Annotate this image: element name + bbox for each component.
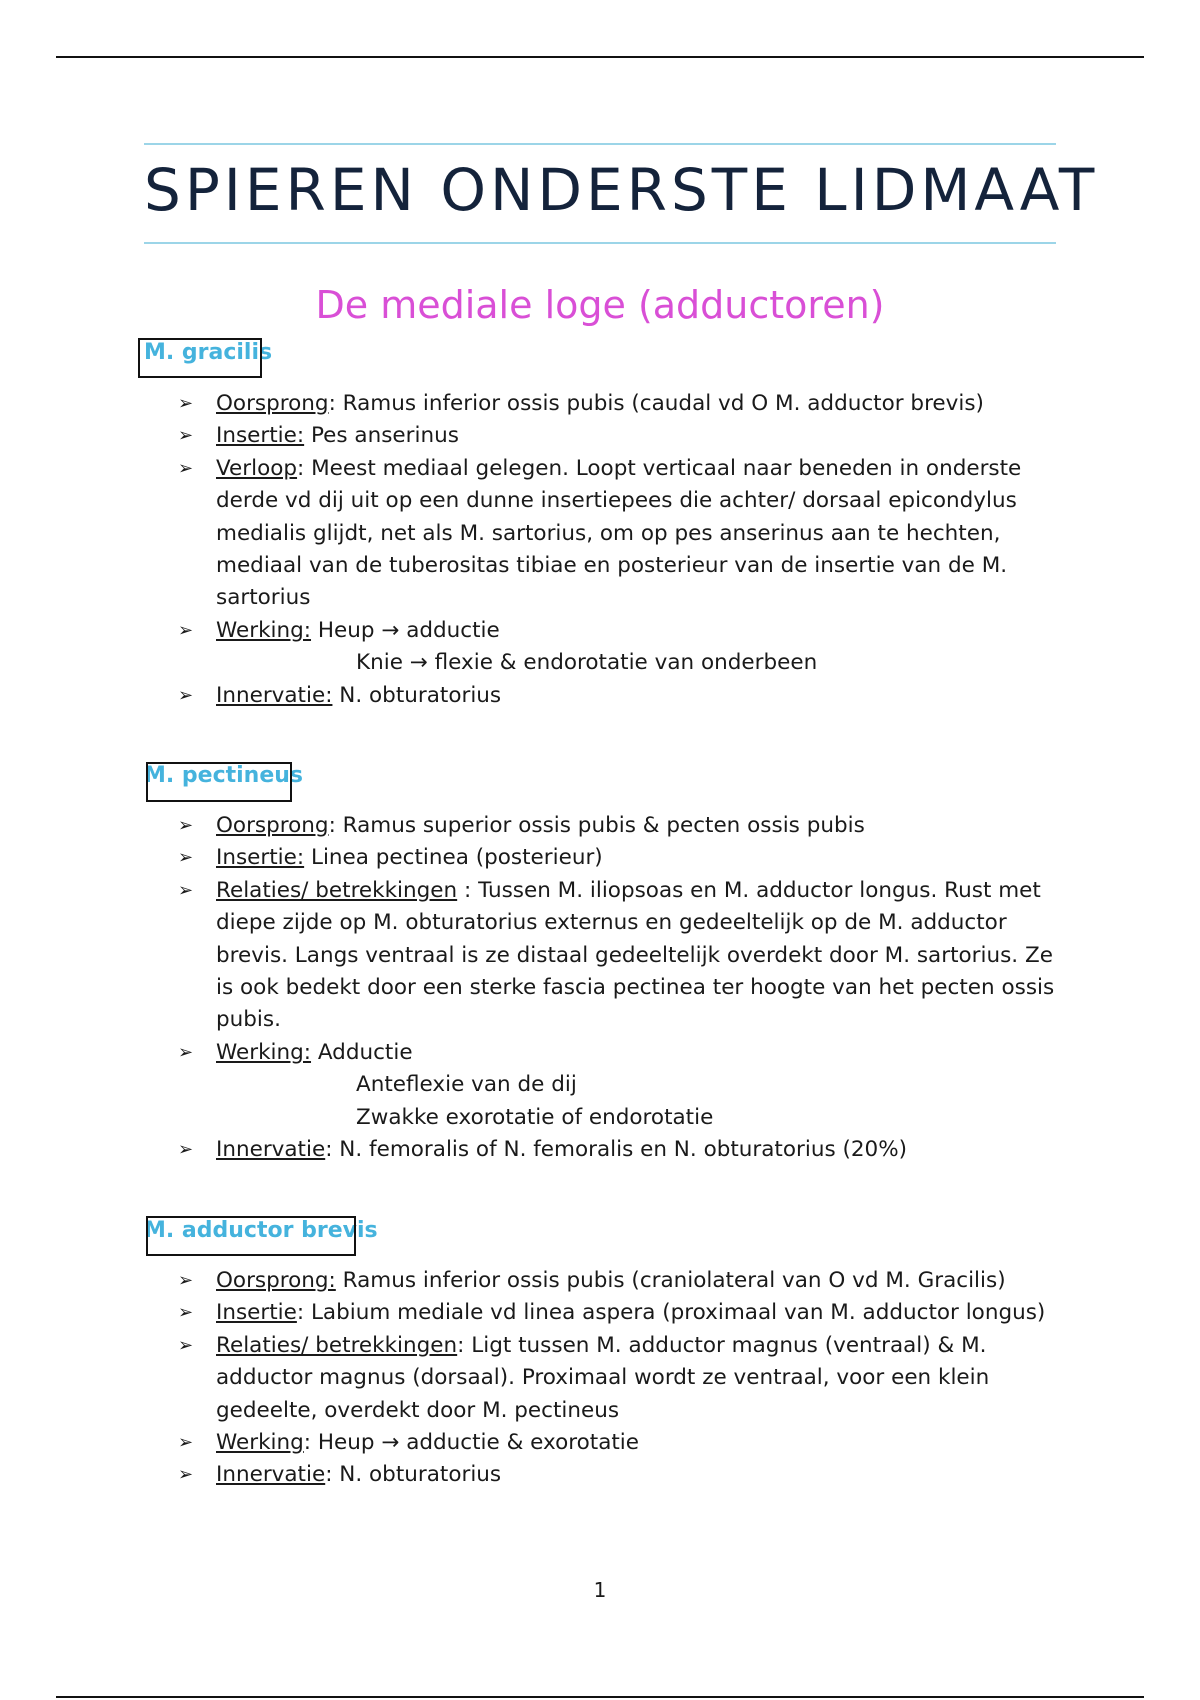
item-text: : Ramus inferior ossis pubis (caudal vd O M. adductor brevis) <box>328 391 984 416</box>
item-text: Heup → adductie <box>311 617 500 643</box>
item-text: : Ramus superior ossis pubis & pecten ossis pubis <box>328 813 865 838</box>
pectineus-heading: M. pectineus <box>144 763 304 788</box>
arrowhead-bullet-icon: ➢ <box>178 1041 194 1063</box>
item-text: : Meest mediaal gelegen. Loopt verticaal naar beneden in onderste derde vd dij uit op een dunne insertiepees die achter/ dorsaal epicondylus medialis glijdt, net als M. sartorius, om op pes anserinus aan te hechten, mediaal van de tuberositas tibiae en posterieur van de insertie van de M. sartorius <box>216 455 1022 611</box>
title-rule-top <box>144 143 1056 145</box>
arrowhead-bullet-icon: ➢ <box>178 1302 194 1324</box>
arrowhead-bullet-icon: ➢ <box>178 684 194 706</box>
list-item <box>178 453 1058 615</box>
item-continuation: Zwakke exorotatie of endorotatie <box>356 1104 714 1130</box>
list-item <box>178 810 1058 842</box>
annotation-box <box>146 762 292 802</box>
list-item <box>178 1297 1058 1329</box>
arrowhead-bullet-icon: ➢ <box>178 1432 194 1454</box>
adductor-brevis-heading: M. adductor brevis <box>144 1218 378 1243</box>
arrowhead-bullet-icon: ➢ <box>178 1270 194 1291</box>
list-item <box>178 420 1058 452</box>
item-text: : Heup → adductie & exorotatie <box>303 1430 639 1456</box>
item-text: Adductie <box>311 1039 413 1065</box>
page-title: SPIEREN ONDERSTE LIDMAAT <box>144 156 1099 224</box>
arrowhead-bullet-icon: ➢ <box>178 457 194 479</box>
arrowhead-bullet-icon: ➢ <box>178 1139 194 1161</box>
item-text: Pes anserinus <box>304 423 459 449</box>
arrowhead-bullet-icon: ➢ <box>178 815 194 836</box>
item-text: : Tussen M. iliopsoas en M. adductor longus. Rust met diepe zijde op M. obturatorius externus en gedeeltelijk op de M. adductor brevis. Langs ventraal is ze distaal gedeeltelijk overdekt door M. sartorius. Ze is ook bedekt door een sterke fascia pectinea ter hoogte van het pecten ossis pubis. <box>216 877 1055 1033</box>
item-text: Ramus inferior ossis pubis (craniolateral van O vd M. Gracilis) <box>335 1268 1006 1293</box>
header-rule <box>56 56 1144 58</box>
list-item <box>178 1459 1058 1491</box>
list-item <box>178 842 1058 874</box>
title-rule-bottom <box>144 242 1056 244</box>
item-label: Oorsprong: <box>216 1268 336 1293</box>
list-item <box>178 1037 1058 1134</box>
pectineus-list <box>178 810 1058 1166</box>
item-label: Innervatie <box>216 1137 326 1163</box>
item-label: Werking: <box>216 1039 312 1065</box>
annotation-box <box>146 1216 356 1256</box>
arrowhead-bullet-icon: ➢ <box>178 1334 194 1356</box>
item-label: Relaties/ betrekkingen <box>216 1332 458 1358</box>
list-item <box>178 1134 1058 1166</box>
arrowhead-bullet-icon: ➢ <box>178 847 194 869</box>
item-text: Linea pectinea (posterieur) <box>304 845 603 871</box>
item-text: N. obturatorius <box>332 682 502 708</box>
item-label: Innervatie: <box>216 682 333 708</box>
item-label: Insertie <box>216 1300 297 1326</box>
list-item <box>178 1330 1058 1427</box>
item-label: Verloop <box>216 455 298 481</box>
footer-rule <box>56 1696 1144 1698</box>
arrowhead-bullet-icon: ➢ <box>178 619 194 641</box>
list-item <box>178 388 1058 420</box>
item-text: : N. obturatorius <box>325 1462 502 1488</box>
item-label: Insertie: <box>216 423 305 449</box>
item-text: : Ligt tussen M. adductor magnus (ventraal) & M. adductor magnus (dorsaal). Proximaal wordt ze ventraal, voor een klein gedeelte, overdekt door M. pectineus <box>216 1332 990 1423</box>
item-text: : N. femoralis of N. femoralis en N. obturatorius (20%) <box>325 1137 908 1163</box>
section-subtitle: De mediale loge (adductoren) <box>315 283 885 327</box>
list-item <box>178 1427 1058 1459</box>
list-item <box>178 615 1058 680</box>
item-label: Oorsprong <box>216 391 329 416</box>
item-label: Innervatie <box>216 1462 326 1488</box>
arrowhead-bullet-icon: ➢ <box>178 393 194 414</box>
item-label: Relaties/ betrekkingen <box>216 877 458 903</box>
adductor-brevis-list <box>178 1265 1058 1492</box>
gracilis-list <box>178 388 1058 712</box>
list-item <box>178 680 1058 712</box>
arrowhead-bullet-icon: ➢ <box>178 1464 194 1486</box>
item-label: Werking <box>216 1430 304 1456</box>
list-item <box>178 875 1058 1037</box>
item-label: Insertie: <box>216 845 305 871</box>
gracilis-heading: M. gracilis <box>144 340 273 365</box>
item-text: : Labium mediale vd linea aspera (proximaal van M. adductor longus) <box>296 1300 1046 1326</box>
arrowhead-bullet-icon: ➢ <box>178 879 194 901</box>
list-item <box>178 1265 1058 1297</box>
item-label: Werking: <box>216 617 312 643</box>
page-number: 1 <box>593 1578 607 1602</box>
item-continuation: Anteflexie van de dij <box>356 1072 577 1098</box>
item-label: Oorsprong <box>216 813 329 838</box>
item-continuation: Knie → flexie & endorotatie van onderbeen <box>356 650 818 676</box>
arrowhead-bullet-icon: ➢ <box>178 425 194 447</box>
annotation-box <box>138 338 262 378</box>
